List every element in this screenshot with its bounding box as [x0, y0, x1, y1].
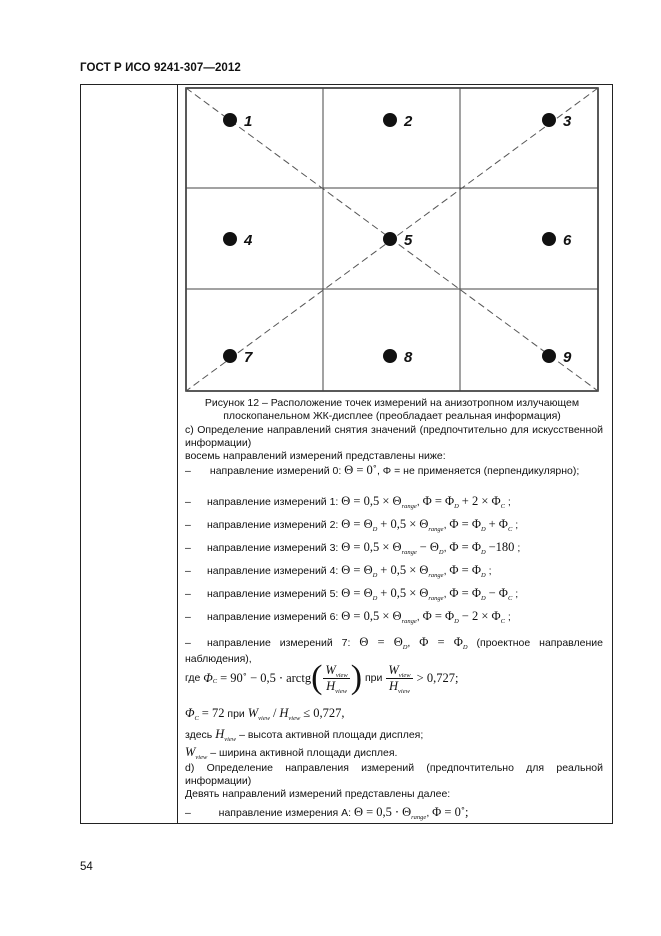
- caption-line-1: Рисунок 12 – Расположение точек измерений на анизотропном излучающем: [204, 397, 580, 409]
- section-d-intro: Девять направлений измерений представлены далее:: [185, 788, 451, 800]
- point-1: [223, 113, 252, 130]
- phi-c-formula: где Φ C = 90˚ − 0,5 ⋅ arctg ( $\frac{W_{view}}{H_{view}}$ ) при $\frac{W_{view}}{H_{view}}$ > 0,727;: [185, 659, 459, 696]
- direction-2: – направление измерений 2: $\Theta = \Theta_D + 0,5 \times \Theta_{range}$, $\Phi = \Phi_D + \Phi_C$ ;: [185, 517, 519, 533]
- point-label-5: 5: [404, 232, 413, 249]
- point-label-6: 6: [563, 232, 572, 249]
- direction-6: – направление измерений 6: $\Theta = 0,5 \times \Theta_{range}$, $\Phi = \Phi_D - 2 \times \Phi_C$ ;: [185, 609, 511, 625]
- point-label-7: 7: [244, 349, 253, 366]
- direction-1: – направление измерений 1: $\Theta = 0,5 \times \Theta_{range}$, $\Phi = \Phi_D + 2 \times \Phi_C$ ;: [185, 494, 511, 510]
- point-label-9: 9: [563, 349, 572, 366]
- point-8: [383, 349, 413, 366]
- point-6: [542, 232, 572, 249]
- page-number: 54: [80, 861, 93, 873]
- point-label-8: 8: [404, 349, 413, 366]
- formula-fraction-1: $\frac{W_{view}}{H_{view}}$: [325, 662, 348, 695]
- section-c-title: c) Определение направлений снятия значений (предпочтительно для искусственной информации): [185, 424, 603, 449]
- figure-caption: [185, 397, 599, 423]
- dir0-theta: Θ = 0˚: [344, 463, 377, 477]
- section-c-intro: восемь направлений измерений представлены ниже:: [185, 450, 446, 462]
- point-4: [223, 232, 253, 249]
- direction-A: – направление измерения A: $\Theta = 0,5 \cdot \Theta_{range}$, Φ = 0˚;: [185, 805, 469, 821]
- point-label-4: 4: [244, 232, 253, 249]
- point-label-1: 1: [244, 113, 253, 130]
- point-label-2: 2: [404, 113, 413, 130]
- column-divider: [177, 84, 178, 824]
- formula-fraction-2: $\frac{W_{view}}{H_{view}}$: [388, 662, 411, 695]
- direction-7: – направление измерений 7: $\Theta = \Theta_D$, $\Phi = \Phi_D$ (проектное направление наблюдения),: [185, 635, 603, 665]
- h-view-definition: здесь $H_{view}$ – высота активной площади дисплея;: [185, 727, 424, 743]
- direction-5: – направление измерений 5: $\Theta = \Theta_D + 0,5 \times \Theta_{range}$, $\Phi = \Phi_D - \Phi_C$ ;: [185, 586, 519, 602]
- point-7: [223, 349, 253, 366]
- section-d-title: d) Определение направления измерений (предпочтительно для реальной информации): [185, 762, 603, 787]
- direction-3: – направление измерений 3: $\Theta = 0,5 \times \Theta_{range} - \Theta_D$, $\Phi = \Phi_D -180$ ;: [185, 540, 521, 556]
- w-view-definition: $W_{view}$ – ширина активной площади дисплея.: [185, 745, 398, 761]
- document-header: ГОСТ Р ИСО 9241-307—2012: [80, 62, 241, 74]
- direction-0: – направление измерений 0: Θ = 0˚, Φ = не применяется (перпендикулярно);: [185, 463, 580, 477]
- measurement-points-figure: [185, 87, 599, 392]
- point-label-3: 3: [563, 113, 572, 130]
- point-2: [383, 113, 413, 130]
- direction-4: – направление измерений 4: $\Theta = \Theta_D + 0,5 \times \Theta_{range}$, $\Phi = \Phi_D$ ;: [185, 563, 492, 579]
- caption-line-2: плоскопанельном ЖК-дисплее (преобладает реальная информация): [223, 410, 561, 422]
- point-3: [542, 113, 572, 130]
- phi-c-72: $\Phi_C = 72$ при $W_{view} / H_{view} \le 0,727$,: [185, 706, 345, 722]
- point-9: [542, 349, 572, 366]
